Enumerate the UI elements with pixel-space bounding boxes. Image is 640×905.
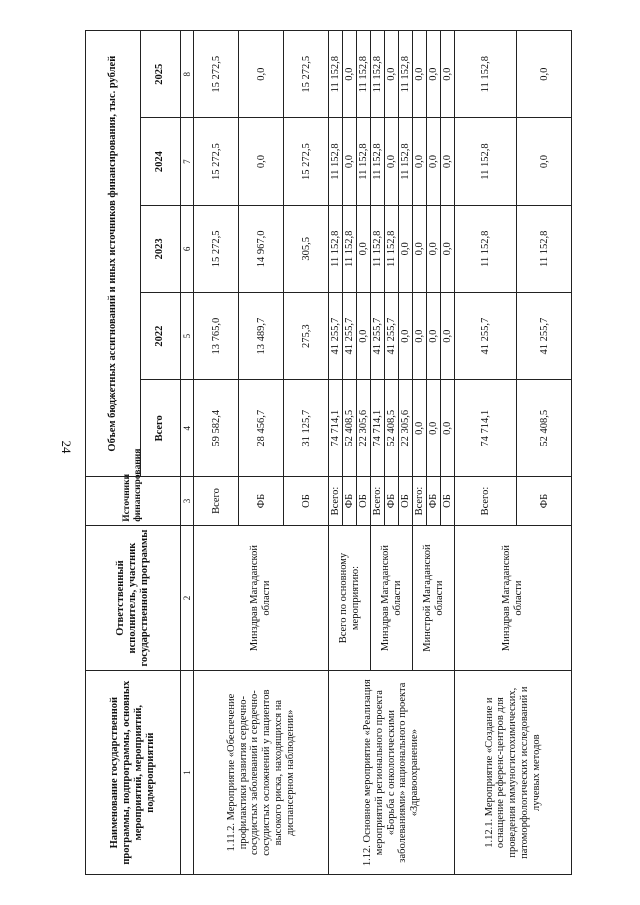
value-cell: 22 305,6 bbox=[399, 380, 413, 477]
value-cell: 0,0 bbox=[427, 205, 441, 292]
value-cell: 41 255,7 bbox=[343, 293, 357, 380]
source-cell: Всего: bbox=[413, 477, 427, 526]
source-cell: Всего bbox=[194, 477, 239, 526]
value-cell: 11 152,8 bbox=[455, 31, 517, 118]
value-cell: 0,0 bbox=[399, 293, 413, 380]
value-cell: 15 272,5 bbox=[194, 205, 239, 292]
column-number: 6 bbox=[181, 205, 194, 292]
value-cell: 0,0 bbox=[239, 31, 284, 118]
value-cell: 59 582,4 bbox=[194, 380, 239, 477]
source-cell: ФБ bbox=[517, 477, 572, 526]
value-cell: 31 125,7 bbox=[284, 380, 329, 477]
value-cell: 22 305,6 bbox=[357, 380, 371, 477]
column-number: 4 bbox=[181, 380, 194, 477]
value-cell: 11 152,8 bbox=[455, 118, 517, 205]
value-cell: 13 489,7 bbox=[239, 293, 284, 380]
value-cell: 11 152,8 bbox=[385, 205, 399, 292]
source-cell: ФБ bbox=[385, 477, 399, 526]
source-cell: ФБ bbox=[343, 477, 357, 526]
value-cell: 11 152,8 bbox=[399, 31, 413, 118]
table-row bbox=[194, 31, 239, 875]
value-cell: 11 152,8 bbox=[329, 205, 343, 292]
value-cell: 0,0 bbox=[441, 380, 455, 477]
source-cell: Всего: bbox=[329, 477, 343, 526]
item-executor: Минстрой Магаданской области bbox=[413, 525, 455, 671]
value-cell: 41 255,7 bbox=[455, 293, 517, 380]
value-cell: 0,0 bbox=[357, 205, 371, 292]
value-cell: 0,0 bbox=[413, 205, 427, 292]
value-cell: 0,0 bbox=[413, 118, 427, 205]
header-executor: Ответственный исполнитель, участник государственной программы bbox=[86, 525, 181, 671]
item-executor: Всего по основному мероприятию: bbox=[329, 525, 371, 671]
budget-table bbox=[85, 30, 572, 875]
value-cell: 0,0 bbox=[441, 31, 455, 118]
source-cell: ОБ bbox=[441, 477, 455, 526]
value-cell: 15 272,5 bbox=[284, 118, 329, 205]
value-cell: 0,0 bbox=[517, 118, 572, 205]
value-cell: 0,0 bbox=[239, 118, 284, 205]
value-cell: 0,0 bbox=[413, 380, 427, 477]
value-cell: 15 272,5 bbox=[194, 118, 239, 205]
column-number: 5 bbox=[181, 293, 194, 380]
source-cell: Всего: bbox=[455, 477, 517, 526]
value-cell: 41 255,7 bbox=[329, 293, 343, 380]
header-name: Наименование государственной программы, подпрограммы, основных мероприятий, мероприятий, подмероприятий bbox=[86, 671, 181, 875]
header-volume: Объем бюджетных ассигнований и иных источников финансирования, тыс. рублей bbox=[86, 31, 141, 477]
value-cell: 11 152,8 bbox=[371, 31, 385, 118]
value-cell: 0,0 bbox=[343, 31, 357, 118]
value-cell: 11 152,8 bbox=[343, 205, 357, 292]
value-cell: 11 152,8 bbox=[371, 118, 385, 205]
source-cell: Всего: bbox=[371, 477, 385, 526]
value-cell: 0,0 bbox=[413, 293, 427, 380]
page-number: 24 bbox=[59, 440, 74, 454]
value-cell: 0,0 bbox=[441, 118, 455, 205]
header-year: 2023 bbox=[141, 205, 181, 292]
source-cell: ОБ bbox=[284, 477, 329, 526]
source-cell: ОБ bbox=[357, 477, 371, 526]
header-year: 2022 bbox=[141, 293, 181, 380]
value-cell: 305,5 bbox=[284, 205, 329, 292]
header-year: 2025 bbox=[141, 31, 181, 118]
value-cell: 74 714,1 bbox=[329, 380, 343, 477]
value-cell: 28 456,7 bbox=[239, 380, 284, 477]
value-cell: 0,0 bbox=[385, 118, 399, 205]
value-cell: 41 255,7 bbox=[385, 293, 399, 380]
value-cell: 0,0 bbox=[385, 31, 399, 118]
item-name: 1.12.1. Мероприятие «Создание и оснащение референс-центров для проведения иммуногистохимических, патоморфологических исследований и лучевых методов bbox=[455, 671, 572, 875]
value-cell: 0,0 bbox=[441, 293, 455, 380]
column-number: 7 bbox=[181, 118, 194, 205]
column-number-row bbox=[181, 31, 194, 875]
table-row bbox=[329, 31, 343, 875]
value-cell: 11 152,8 bbox=[371, 205, 385, 292]
source-cell: ОБ bbox=[399, 477, 413, 526]
value-cell: 0,0 bbox=[517, 31, 572, 118]
value-cell: 74 714,1 bbox=[455, 380, 517, 477]
value-cell: 11 152,8 bbox=[399, 118, 413, 205]
value-cell: 11 152,8 bbox=[329, 31, 343, 118]
source-cell: ФБ bbox=[239, 477, 284, 526]
value-cell: 0,0 bbox=[427, 380, 441, 477]
value-cell: 15 272,5 bbox=[194, 31, 239, 118]
table-body bbox=[194, 31, 572, 875]
column-number: 3 bbox=[181, 477, 194, 526]
rotated-page bbox=[85, 30, 570, 875]
item-executor: Минздрав Магаданской области bbox=[455, 525, 572, 671]
value-cell: 0,0 bbox=[413, 31, 427, 118]
item-executor: Минздрав Магаданской области bbox=[194, 525, 329, 671]
value-cell: 14 967,0 bbox=[239, 205, 284, 292]
value-cell: 41 255,7 bbox=[517, 293, 572, 380]
value-cell: 74 714,1 bbox=[371, 380, 385, 477]
item-name: 1.11.2. Мероприятие «Обеспечение профилактики развития сердечно-сосудистых заболеваний и сердечно-сосудистых осложнений у пациентов высокого риска, находящихся на диспансерном наблюдении» bbox=[194, 671, 329, 875]
item-name: 1.12. Основное мероприятие «Реализация мероприятий регионального проекта «Борьба с онкологическими заболеваниями» национального проекта «Здравоохранение» bbox=[329, 671, 455, 875]
value-cell: 0,0 bbox=[357, 293, 371, 380]
value-cell: 11 152,8 bbox=[517, 205, 572, 292]
value-cell: 52 408,5 bbox=[517, 380, 572, 477]
column-number: 8 bbox=[181, 31, 194, 118]
value-cell: 0,0 bbox=[427, 118, 441, 205]
table-row bbox=[455, 31, 517, 875]
value-cell: 0,0 bbox=[343, 118, 357, 205]
value-cell: 15 272,5 bbox=[284, 31, 329, 118]
value-cell: 275,3 bbox=[284, 293, 329, 380]
value-cell: 52 408,5 bbox=[343, 380, 357, 477]
value-cell: 13 765,0 bbox=[194, 293, 239, 380]
value-cell: 0,0 bbox=[399, 205, 413, 292]
value-cell: 52 408,5 bbox=[385, 380, 399, 477]
column-number: 2 bbox=[181, 525, 194, 671]
column-number: 1 bbox=[181, 671, 194, 875]
header-year: 2024 bbox=[141, 118, 181, 205]
value-cell: 0,0 bbox=[427, 293, 441, 380]
source-cell: ФБ bbox=[427, 477, 441, 526]
value-cell: 41 255,7 bbox=[371, 293, 385, 380]
value-cell: 0,0 bbox=[427, 31, 441, 118]
header-total: Всего bbox=[141, 380, 181, 477]
value-cell: 11 152,8 bbox=[455, 205, 517, 292]
header-source: Источники финансирования bbox=[86, 477, 181, 526]
value-cell: 11 152,8 bbox=[357, 31, 371, 118]
value-cell: 11 152,8 bbox=[329, 118, 343, 205]
value-cell: 0,0 bbox=[441, 205, 455, 292]
value-cell: 11 152,8 bbox=[357, 118, 371, 205]
item-executor: Минздрав Магаданской области bbox=[371, 525, 413, 671]
table-header bbox=[86, 31, 194, 875]
